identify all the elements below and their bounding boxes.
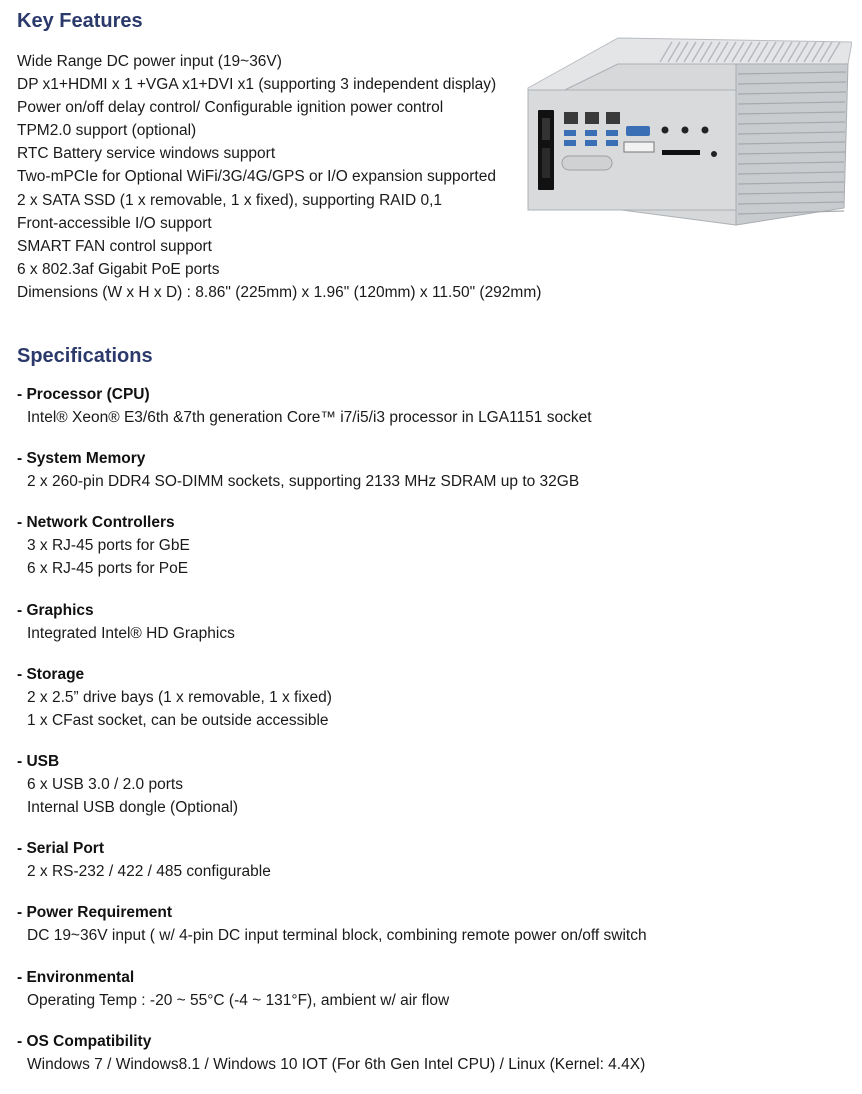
spec-line: 2 x RS-232 / 422 / 485 configurable [27,863,271,881]
feature-item: Front-accessible I/O support [17,214,212,232]
spec-title: - USB [17,752,60,770]
spec-line: DC 19~36V input ( w/ 4-pin DC input terminal block, combining remote power on/off switch [27,927,647,945]
key-features-heading: Key Features [17,10,143,32]
spec-title: - Serial Port [17,840,104,858]
product-image [522,30,852,235]
specifications-list [17,383,647,1094]
spec-group-graphics [17,599,647,645]
feature-item: SMART FAN control support [17,237,212,255]
spec-line: 6 x USB 3.0 / 2.0 ports [27,775,183,793]
spec-line: Intel® Xeon® E3/6th &7th generation Core™ i7/i5/i3 processor in LGA1151 socket [27,409,592,426]
spec-title: - Processor (CPU) [17,386,150,403]
feature-item: 2 x SATA SSD (1 x removable, 1 x fixed), supporting RAID 0,1 [17,191,442,209]
spec-title: - Storage [17,665,85,683]
feature-item: DP x1+HDMI x 1 +VGA x1+DVI x1 (supporting 3 independent display) [17,76,497,94]
spec-group-environmental [17,966,647,1012]
spec-line: 2 x 260-pin DDR4 SO-DIMM sockets, supporting 2133 MHz SDRAM up to 32GB [27,473,580,491]
spec-line: Integrated Intel® HD Graphics [27,624,235,642]
spec-line: 2 x 2.5” drive bays (1 x removable, 1 x fixed) [27,688,332,706]
spec-title: - System Memory [17,450,146,468]
spec-group-storage [17,663,647,732]
spec-title: - Power Requirement [17,904,173,922]
spec-line: Windows 7 / Windows8.1 / Windows 10 IOT (For 6th Gen Intel CPU) / Linux (Kernel: 4.4X) [27,1055,646,1073]
spec-group-os [17,1030,647,1076]
spec-title: - Graphics [17,601,94,619]
spec-title: - Environmental [17,968,135,986]
feature-item: RTC Battery service windows support [17,145,276,163]
spec-line: Internal USB dongle (Optional) [27,798,239,816]
spec-line: 6 x RJ-45 ports for PoE [27,560,189,578]
key-features-list [17,50,541,304]
spec-line: 3 x RJ-45 ports for GbE [27,537,190,555]
spec-line: Operating Temp : -20 ~ 55°C (-4 ~ 131°F), ambient w/ air flow [27,991,450,1009]
spec-group-usb [17,750,647,819]
spec-title: - OS Compatibility [17,1032,152,1050]
feature-item: TPM2.0 support (optional) [17,122,197,140]
spec-group-network [17,511,647,580]
feature-item: Wide Range DC power input (19~36V) [17,53,282,70]
feature-item: Dimensions (W x H x D) : 8.86" (225mm) x 1.96" (120mm) x 11.50" (292mm) [17,283,542,301]
spec-title: - Network Controllers [17,514,175,532]
spec-group-memory [17,447,647,493]
feature-item: 6 x 802.3af Gigabit PoE ports [17,260,220,278]
spec-group-processor [17,383,647,429]
feature-item: Power on/off delay control/ Configurable ignition power control [17,99,444,117]
embedded-pc-illustration [522,30,852,235]
spec-group-serial-port [17,837,647,883]
spec-line: 1 x CFast socket, can be outside accessible [27,711,329,729]
spec-group-power [17,901,647,947]
specifications-heading: Specifications [17,345,153,367]
feature-item: Two-mPCIe for Optional WiFi/3G/4G/GPS or I/O expansion supported [17,168,496,186]
